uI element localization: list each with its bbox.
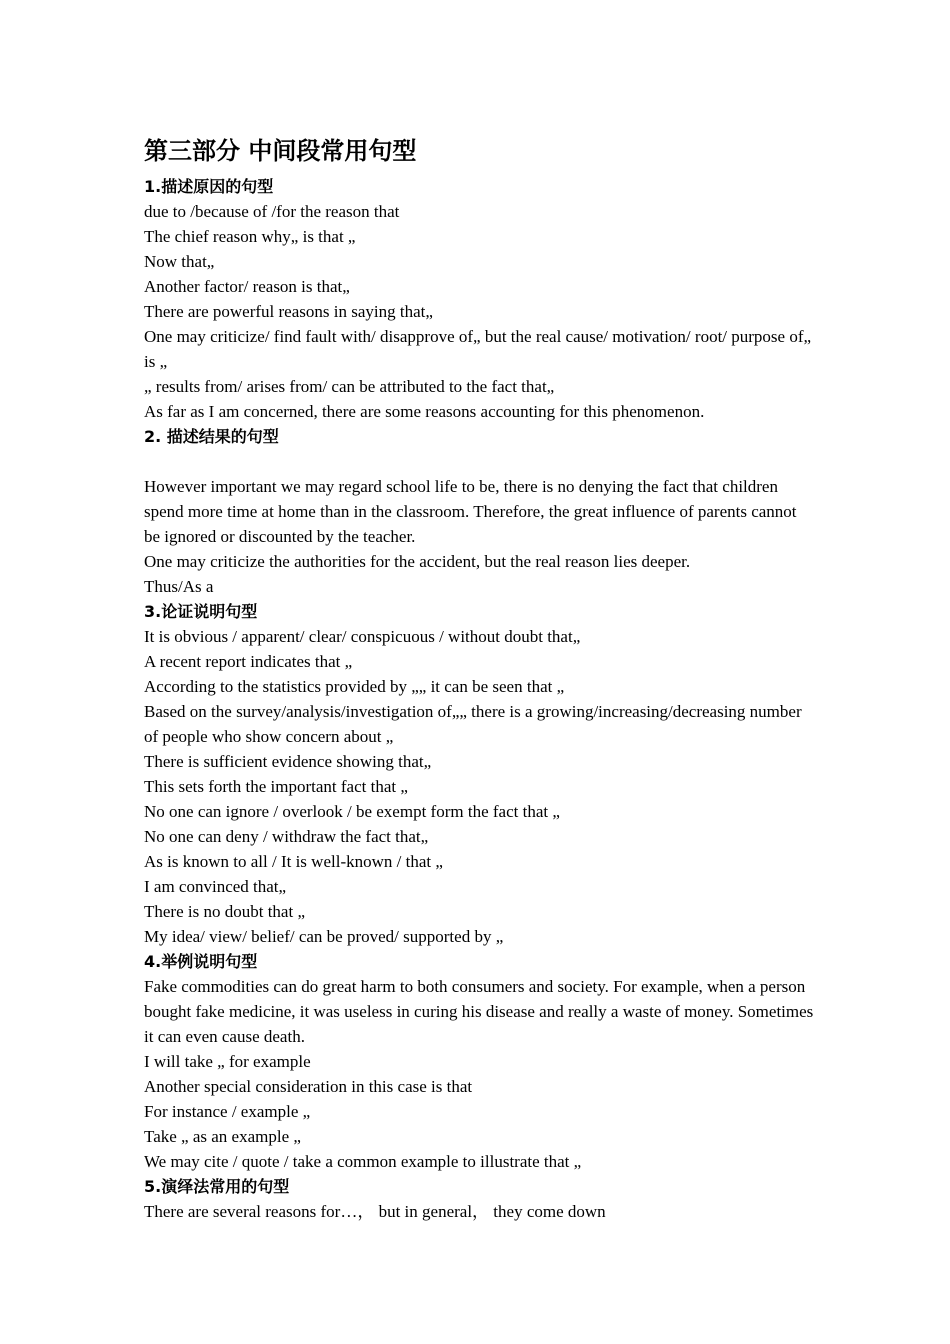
- text-line: One may criticize/ find fault with/ disapprove of„ but the real cause/ motivation/ root/ purpose of„ is „: [144, 327, 812, 371]
- text-line: Now that„: [144, 252, 215, 271]
- text-line: There is sufficient evidence showing that„: [144, 752, 432, 771]
- text-line: due to /because of /for the reason that: [144, 202, 400, 221]
- text-line: As is known to all / It is well-known / that „: [144, 852, 443, 871]
- text-line: Thus/As a: [144, 577, 214, 596]
- text-line: There are powerful reasons in saying that„: [144, 302, 433, 321]
- text-line: Another special consideration in this case is that: [144, 1077, 473, 1096]
- text-line: For instance / example „: [144, 1102, 311, 1121]
- section-3: [144, 599, 814, 949]
- text-line: Based on the survey/analysis/investigation of„„ there is a growing/increasing/decreasing number of people who show concern about „: [144, 702, 802, 746]
- text-line: It is obvious / apparent/ clear/ conspicuous / without doubt that„: [144, 627, 581, 646]
- text-line: No one can deny / withdraw the fact that„: [144, 827, 429, 846]
- text-line: We may cite / quote / take a common example to illustrate that „: [144, 1152, 582, 1171]
- document-title: 第三部分 中间段常用句型: [144, 137, 417, 165]
- text-line: As far as I am concerned, there are some reasons accounting for this phenomenon.: [144, 402, 705, 421]
- section-5: [144, 1174, 814, 1224]
- section-heading: 2. 描述结果的句型: [144, 427, 279, 446]
- text-line: There are several reasons for…， but in general， they come down: [144, 1202, 606, 1221]
- section-1: [144, 174, 814, 424]
- text-line: Another factor/ reason is that„: [144, 277, 350, 296]
- text-line: This sets forth the important fact that „: [144, 777, 408, 796]
- text-line: According to the statistics provided by „„ it can be seen that „: [144, 677, 565, 696]
- text-line: „ results from/ arises from/ can be attributed to the fact that„: [144, 377, 555, 396]
- sections-container: [144, 174, 814, 1224]
- text-line: The chief reason why„ is that „: [144, 227, 356, 246]
- text-line: My idea/ view/ belief/ can be proved/ supported by „: [144, 927, 504, 946]
- text-line: However important we may regard school life to be, there is no denying the fact that children spend more time at home than in the classroom. Therefore, the great influence of parents cannot be ignored or discounted by the teacher.: [144, 477, 797, 546]
- text-line: Take „ as an example „: [144, 1127, 301, 1146]
- text-line: One may criticize the authorities for the accident, but the real reason lies deeper.: [144, 552, 691, 571]
- blank-line: [144, 449, 814, 474]
- text-line: A recent report indicates that „: [144, 652, 353, 671]
- document-body: [144, 132, 814, 1224]
- text-line: No one can ignore / overlook / be exempt form the fact that „: [144, 802, 560, 821]
- section-heading: 4.举例说明句型: [144, 952, 258, 971]
- section-4: [144, 949, 814, 1174]
- section-heading: 3.论证说明句型: [144, 602, 258, 621]
- text-line: I am convinced that„: [144, 877, 287, 896]
- text-line: Fake commodities can do great harm to both consumers and society. For example, when a person bought fake medicine, it was useless in curing his disease and really a waste of money. Sometimes it can even cause death.: [144, 977, 814, 1046]
- text-line: I will take „ for example: [144, 1052, 311, 1071]
- text-line: There is no doubt that „: [144, 902, 305, 921]
- section-heading: 1.描述原因的句型: [144, 177, 274, 196]
- section-2: [144, 424, 814, 599]
- section-heading: 5.演绎法常用的句型: [144, 1177, 290, 1196]
